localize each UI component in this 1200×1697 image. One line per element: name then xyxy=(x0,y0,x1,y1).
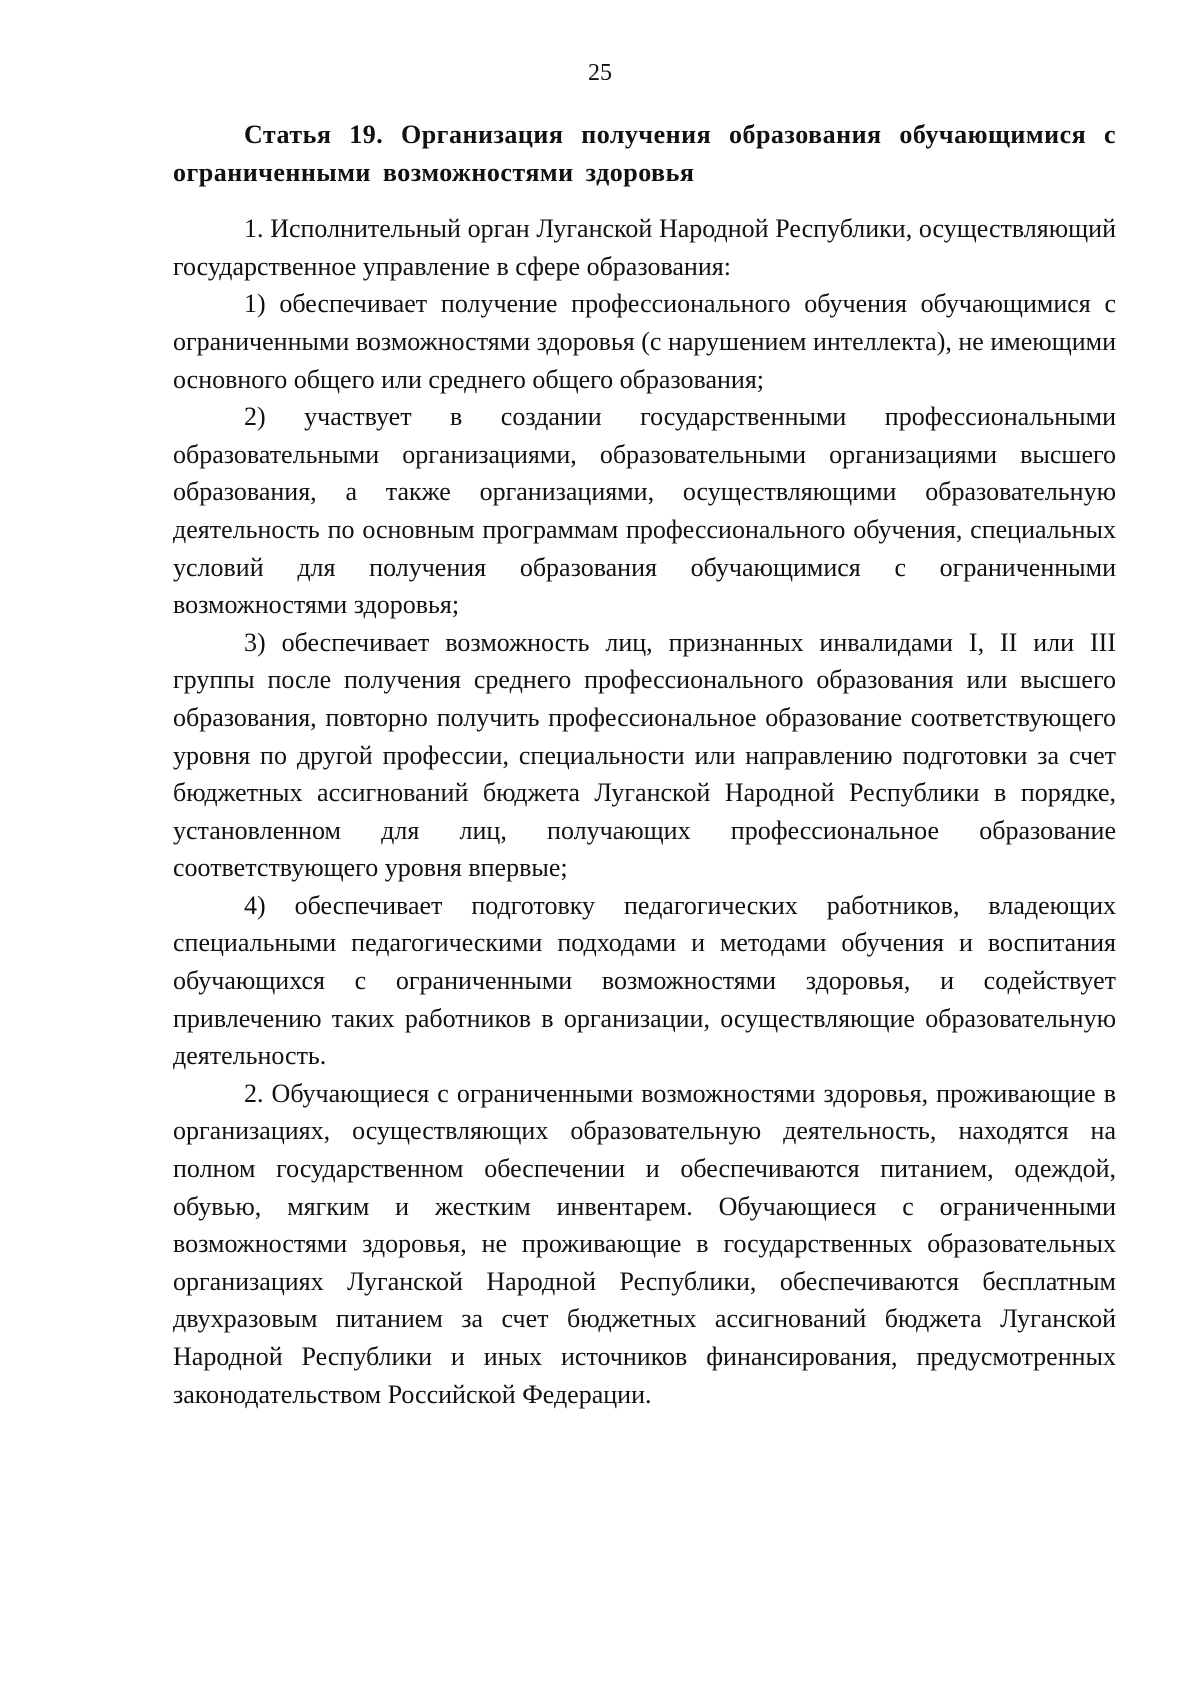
article-title: Статья 19. Организация получения образования обучающимися с ограниченными возможностями здоровья xyxy=(173,120,1116,187)
paragraph-1: 1. Исполнительный орган Луганской Народной Республики, осуществляющий государственное управление в сфере образования: xyxy=(173,214,1116,281)
page-number: 25 xyxy=(588,60,612,86)
document-body xyxy=(173,116,1116,1413)
paragraph-1-item-3: 3) обеспечивает возможность лиц, признанных инвалидами I, II или III группы после получения среднего профессионального образования или высшего образования, повторно получить профессиональное образование соответствующего уровня по другой профессии, специальности или направлению подготовки за счет бюджетных ассигнований бюджета Луганской Народной Республики в порядке, установленном для лиц, получающих профессиональное образование соответствующего уровня впервые; xyxy=(173,627,1116,883)
paragraph-1-item-2: 2) участвует в создании государственными профессиональными образовательными организациями, образовательными организациями высшего образования, а также организациями, осуществляющими образовательную деятельность по основным программам профессионального обучения, специальных условий для получения образования обучающимися с ограниченными возможностями здоровья; xyxy=(173,402,1116,620)
paragraph-1-item-1: 1) обеспечивает получение профессионального обучения обучающимися с ограниченными возможностями здоровья (с нарушением интеллекта), не имеющими основного общего или среднего общего образования; xyxy=(173,289,1116,394)
paragraph-2: 2. Обучающиеся с ограниченными возможностями здоровья, проживающие в организациях, осуществляющих образовательную деятельность, находятся на полном государственном обеспечении и обеспечиваются питанием, одеждой, обувью, мягким и жестким инвентарем. Обучающиеся с ограниченными возможностями здоровья, не проживающие в государственных образовательных организациях Луганской Народной Республики, обеспечиваются бесплатным двухразовым питанием за счет бюджетных ассигнований бюджета Луганской Народной Республики и иных источников финансирования, предусмотренных законодательством Российской Федерации. xyxy=(173,1078,1116,1409)
paragraph-1-item-4: 4) обеспечивает подготовку педагогических работников, владеющих специальными педагогическими подходами и методами обучения и воспитания обучающихся с ограниченными возможностями здоровья, и содействует привлечению таких работников в организации, осуществляющие образовательную деятельность. xyxy=(173,890,1116,1071)
